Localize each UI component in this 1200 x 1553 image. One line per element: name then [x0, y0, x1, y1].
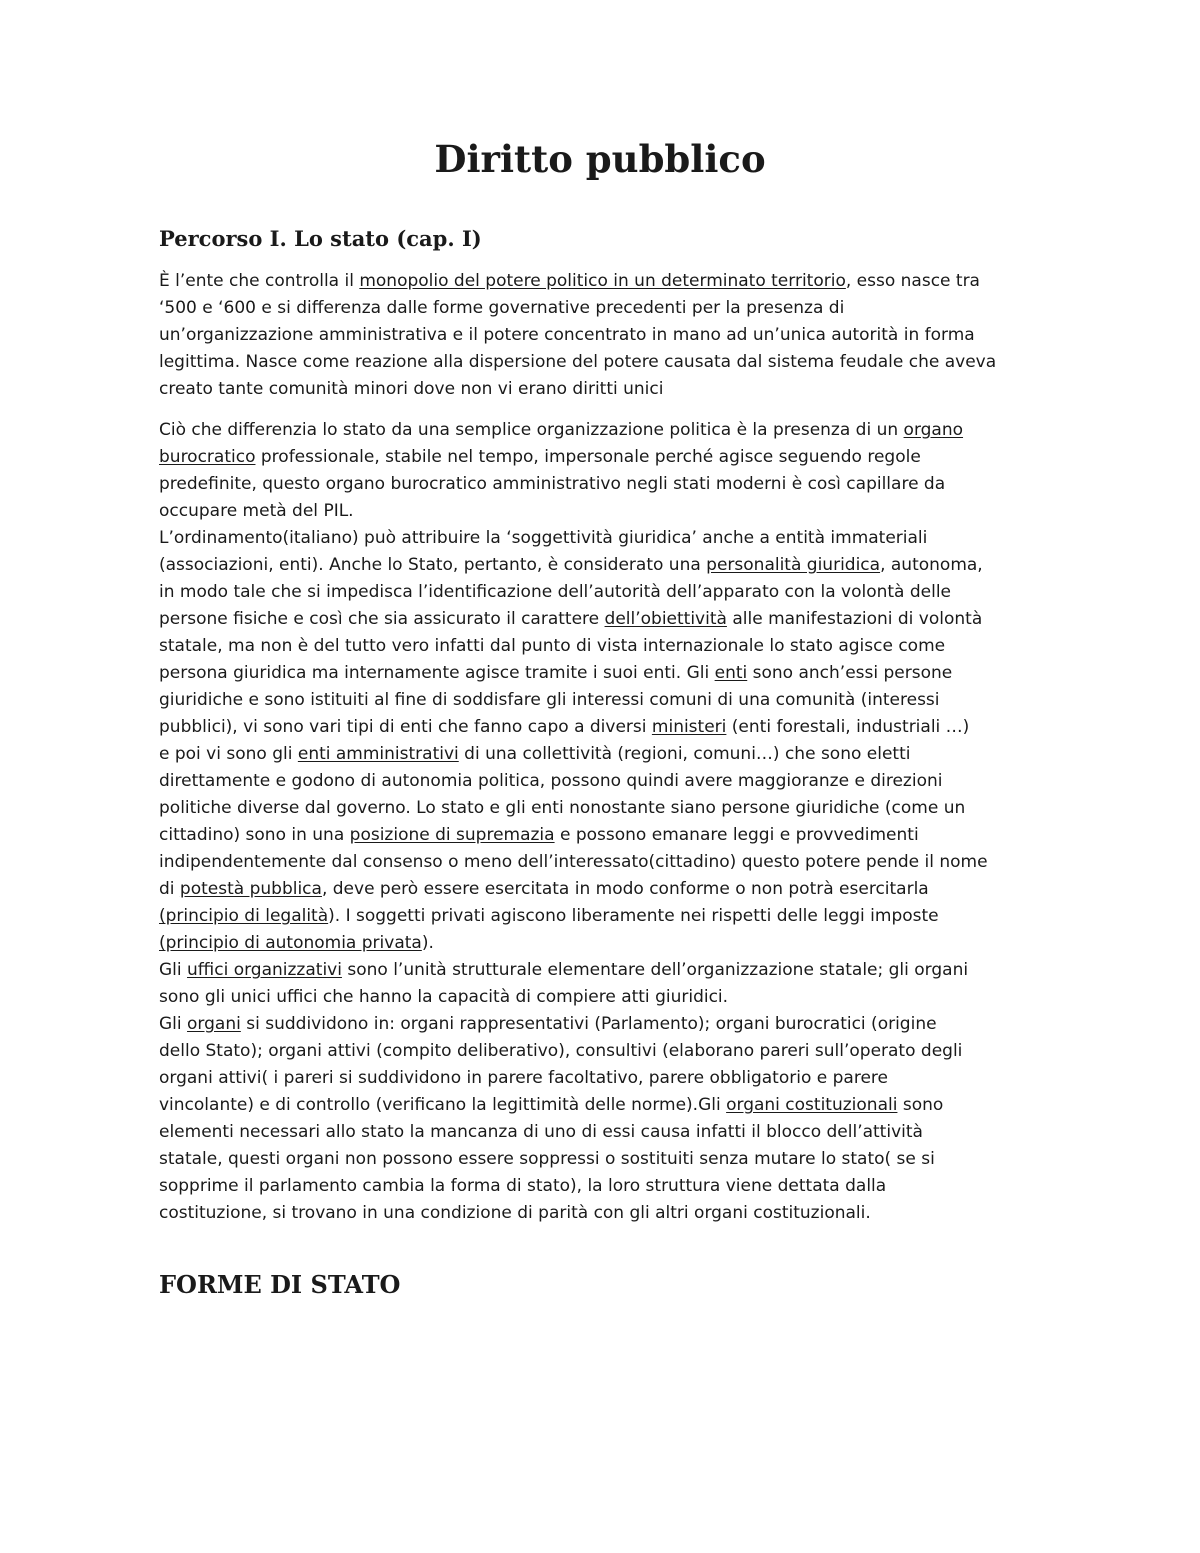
- text-line: [159, 552, 1049, 579]
- text-line: [159, 849, 1049, 876]
- text-run: elementi necessari allo stato la mancanza di uno di essi causa infatti il blocco dell’attività: [159, 1122, 923, 1142]
- text-line: [159, 295, 1049, 322]
- underlined-term: organo: [903, 420, 964, 440]
- text-run: direttamente e godono di autonomia politica, possono quindi avere maggioranze e direzioni: [159, 771, 943, 791]
- text-run: statale, questi organi non possono essere soppressi o sostituiti senza mutare lo stato( se si: [159, 1149, 935, 1169]
- text-run: sono: [897, 1095, 944, 1115]
- text-run: Ciò che differenzia lo stato da una semplice organizzazione politica è la presenza di un: [159, 420, 904, 440]
- text-run: vincolante) e di controllo (verificano la legittimità delle norme).Gli: [159, 1095, 727, 1115]
- text-run: statale, ma non è del tutto vero infatti dal punto di vista internazionale lo stato agisce come: [159, 636, 946, 656]
- text-line: [159, 471, 1049, 498]
- paragraph-definition: [159, 268, 1049, 403]
- text-run: indipendentemente dal consenso o meno dell’interessato(cittadino) questo potere pende il nome: [159, 852, 988, 872]
- text-run: si suddividono in: organi rappresentativi (Parlamento); organi burocratici (origine: [240, 1014, 937, 1034]
- text-run: sono gli unici uffici che hanno la capacità di compiere atti giuridici.: [159, 987, 729, 1007]
- text-run: ‘500 e ‘600 e si differenza dalle forme governative precedenti per la presenza di: [159, 298, 845, 318]
- text-line: [159, 903, 1049, 930]
- text-line: [159, 1065, 1049, 1092]
- text-line: [159, 349, 1049, 376]
- underlined-term: posizione di supremazia: [349, 825, 555, 845]
- text-run: organi attivi( i pareri si suddividono in parere facoltativo, parere obbligatorio e parere: [159, 1068, 888, 1088]
- text-run: sono l’unità strutturale elementare dell’organizzazione statale; gli organi: [341, 960, 969, 980]
- text-line: [159, 1092, 1049, 1119]
- text-run: un’organizzazione amministrativa e il potere concentrato in mano ad un’unica autorità in forma: [159, 325, 975, 345]
- text-run: e possono emanare leggi e provvedimenti: [554, 825, 919, 845]
- text-line: [159, 606, 1049, 633]
- text-run: dello Stato); organi attivi (compito deliberativo), consultivi (elaborano pareri sull’operato degli: [159, 1041, 963, 1061]
- text-line: [159, 930, 1049, 957]
- text-run: costituzione, si trovano in una condizione di parità con gli altri organi costituzionali.: [159, 1203, 871, 1223]
- text-run: ). I soggetti privati agiscono liberamente nei rispetti delle leggi imposte: [328, 906, 939, 926]
- text-line: [159, 795, 1049, 822]
- text-run: in modo tale che si impedisca l’identificazione dell’autorità dell’apparato con la volontà delle: [159, 582, 952, 602]
- text-run: predefinite, questo organo burocratico amministrativo negli stati moderni è così capillare da: [159, 474, 946, 494]
- section-heading: FORME DI STATO: [159, 1270, 401, 1299]
- text-line: [159, 498, 1049, 525]
- underlined-term: organi costituzionali: [726, 1095, 898, 1115]
- underlined-term: enti amministrativi: [297, 744, 459, 764]
- text-run: occupare metà del PIL.: [159, 501, 354, 521]
- underlined-term: (principio di autonomia privata: [159, 933, 422, 953]
- text-run: alle manifestazioni di volontà: [726, 609, 983, 629]
- underlined-term: potestà pubblica: [179, 879, 322, 899]
- text-run: , esso nasce tra: [845, 271, 980, 291]
- text-run: sono anch’essi persone: [747, 663, 953, 683]
- underlined-term: dell’obiettività: [604, 609, 727, 629]
- text-line: [159, 876, 1049, 903]
- chapter-subtitle: Percorso I. Lo stato (cap. I): [159, 226, 482, 251]
- text-run: pubblici), vi sono vari tipi di enti che fanno capo a diversi: [159, 717, 652, 737]
- underlined-term: burocratico: [159, 447, 256, 467]
- text-run: Gli: [159, 1014, 188, 1034]
- text-run: , deve però essere esercitata in modo conforme o non potrà esercitarla: [321, 879, 929, 899]
- text-line: [159, 579, 1049, 606]
- text-line: [159, 714, 1049, 741]
- text-line: [159, 444, 1049, 471]
- text-line: [159, 633, 1049, 660]
- text-line: [159, 687, 1049, 714]
- text-line: [159, 417, 1049, 444]
- text-run: cittadino) sono in una: [159, 825, 350, 845]
- text-run: giuridiche e sono istituiti al fine di soddisfare gli interessi comuni di una comunità (interessi: [159, 690, 940, 710]
- text-line: [159, 1119, 1049, 1146]
- text-line: [159, 268, 1049, 295]
- text-run: Gli: [159, 960, 188, 980]
- underlined-term: uffici organizzativi: [187, 960, 342, 980]
- underlined-term: organi: [187, 1014, 241, 1034]
- text-line: [159, 1173, 1049, 1200]
- underlined-term: ministeri: [651, 717, 727, 737]
- text-run: persona giuridica ma internamente agisce tramite i suoi enti. Gli: [159, 663, 715, 683]
- text-run: ).: [421, 933, 434, 953]
- underlined-term: personalità giuridica: [706, 555, 881, 575]
- text-run: È l’ente che controlla il: [159, 271, 360, 291]
- text-run: legittima. Nasce come reazione alla dispersione del potere causata dal sistema feudale che aveva: [159, 352, 997, 372]
- underlined-term: enti: [714, 663, 748, 683]
- text-run: L’ordinamento(italiano) può attribuire la ‘soggettività giuridica’ anche a entità immateriali: [159, 528, 928, 548]
- text-run: (associazioni, enti). Anche lo Stato, pertanto, è considerato una: [159, 555, 707, 575]
- text-run: di una collettività (regioni, comuni…) che sono eletti: [458, 744, 911, 764]
- text-line: [159, 741, 1049, 768]
- text-line: [159, 822, 1049, 849]
- text-run: e poi vi sono gli: [159, 744, 298, 764]
- text-line: [159, 957, 1049, 984]
- text-run: sopprime il parlamento cambia la forma di stato), la loro struttura viene dettata dalla: [159, 1176, 887, 1196]
- text-run: di: [159, 879, 180, 899]
- text-line: [159, 525, 1049, 552]
- paragraph-organization: [159, 417, 1049, 1227]
- text-line: [159, 322, 1049, 349]
- text-run: (enti forestali, industriali …): [726, 717, 970, 737]
- document-title: Diritto pubblico: [434, 137, 766, 181]
- text-run: creato tante comunità minori dove non vi erano diritti unici: [159, 379, 664, 399]
- text-run: politiche diverse dal governo. Lo stato e gli enti nonostante siano persone giuridiche (come un: [159, 798, 966, 818]
- text-line: [159, 660, 1049, 687]
- text-line: [159, 1038, 1049, 1065]
- text-run: , autonoma,: [880, 555, 983, 575]
- underlined-term: (principio di legalità: [159, 906, 329, 926]
- underlined-term: monopolio del potere politico in un determinato territorio: [359, 271, 846, 291]
- text-run: professionale, stabile nel tempo, impersonale perché agisce seguendo regole: [255, 447, 921, 467]
- text-line: [159, 1011, 1049, 1038]
- text-run: persone fisiche e così che sia assicurato il carattere: [159, 609, 605, 629]
- text-line: [159, 768, 1049, 795]
- text-line: [159, 1146, 1049, 1173]
- text-line: [159, 984, 1049, 1011]
- text-line: [159, 376, 1049, 403]
- text-line: [159, 1200, 1049, 1227]
